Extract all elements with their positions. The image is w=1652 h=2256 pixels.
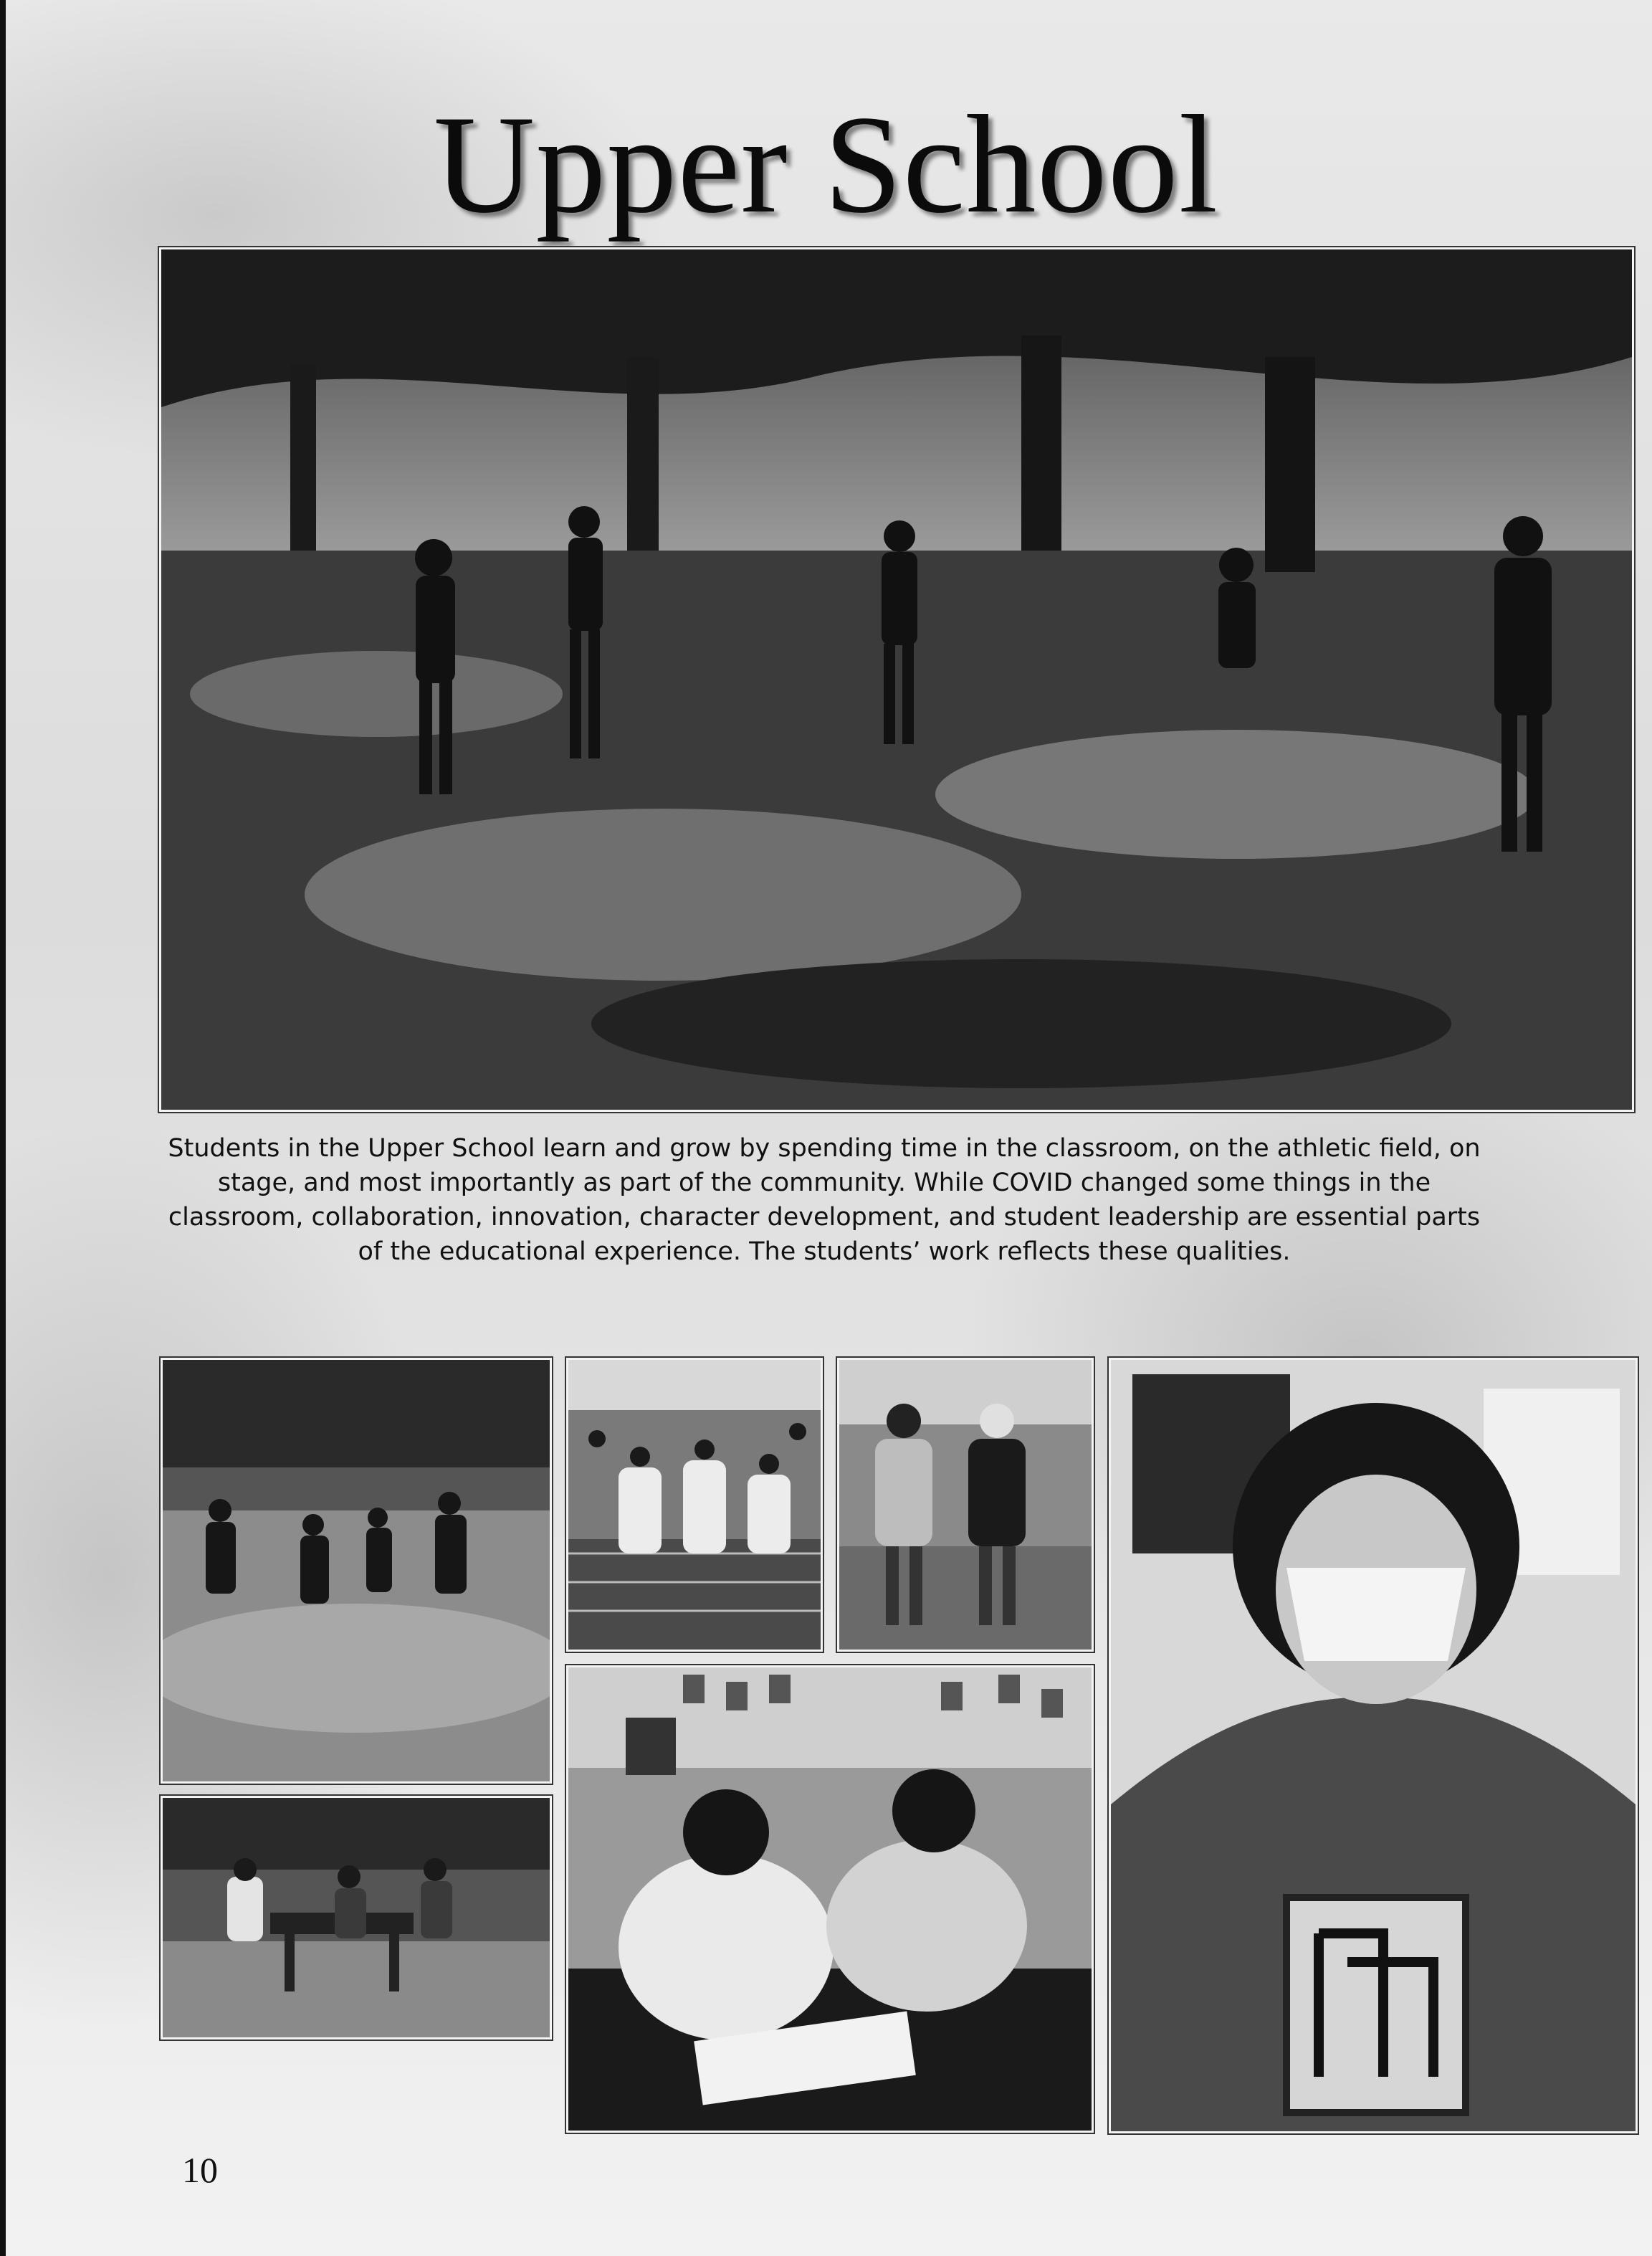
football-photo xyxy=(161,1358,552,1784)
hero-photo-image xyxy=(161,249,1632,1110)
page-edge xyxy=(0,0,6,2256)
football-photo-image xyxy=(163,1360,550,1781)
portrait-photo xyxy=(1109,1358,1638,2133)
page-number: 10 xyxy=(182,2150,218,2190)
page-caption: Students in the Upper School learn and grow by spending time in the classroom, on the athletic field, on stage, and most importantly as part of the community. While COVID changed some things in the classroom, collaboration, innovation, character development, and student leadership are essential parts of the educational experience. The students’ work reflects these qualities. xyxy=(168,1134,1481,1266)
lab-photo-image xyxy=(568,1667,1092,2131)
pair-photo-image xyxy=(839,1360,1092,1650)
lab-photo xyxy=(566,1665,1094,2133)
picnic-photo-image xyxy=(163,1798,550,2037)
bleachers-photo-image xyxy=(568,1360,821,1650)
portrait-photo-image xyxy=(1111,1360,1636,2131)
hero-photo xyxy=(159,247,1634,1112)
picnic-photo xyxy=(161,1796,552,2040)
page-title: Upper School xyxy=(433,87,1219,242)
bleachers-photo xyxy=(566,1358,823,1652)
pair-photo xyxy=(837,1358,1094,1652)
